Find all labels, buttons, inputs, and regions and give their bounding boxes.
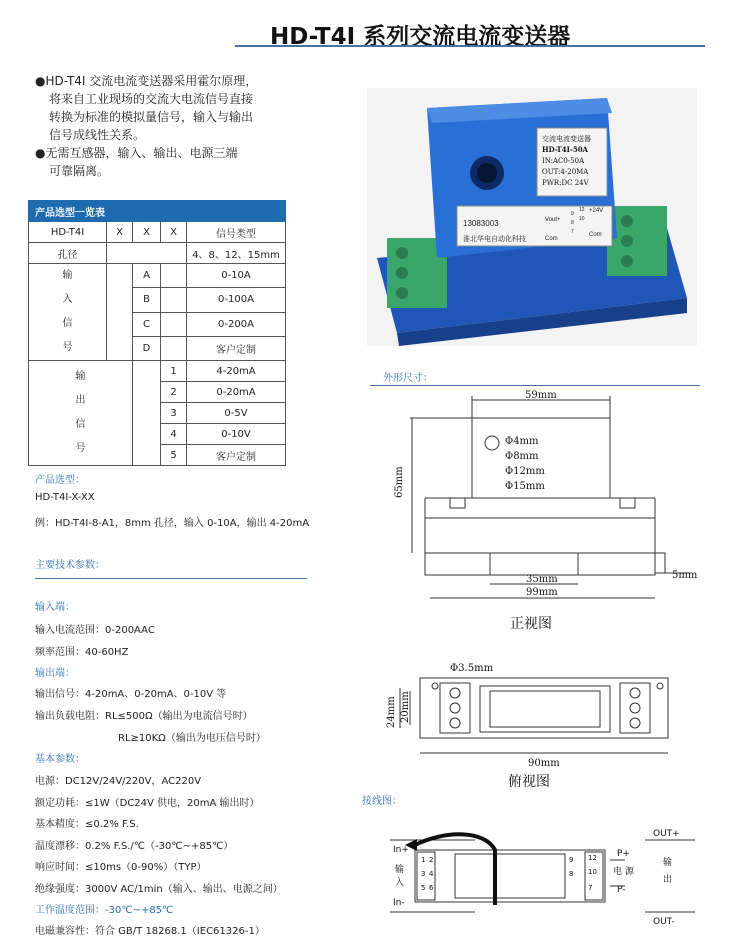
table-cell: 0-10V: [187, 424, 286, 445]
terminal-number: 6: [429, 884, 434, 892]
label-text: OUT:4-20MA: [542, 168, 589, 176]
terminal-number: 9: [569, 856, 574, 864]
table-cell: 3: [161, 403, 187, 424]
hole-label: Φ4mm: [505, 436, 539, 447]
wiring-label: In-: [393, 898, 405, 908]
terminal-number: 9: [571, 211, 574, 217]
table-cell: 4: [161, 424, 187, 445]
table-cell: C: [133, 312, 161, 336]
table-cell: 5: [161, 445, 187, 466]
input-range: 输入电流范围：0-200AAC: [35, 625, 155, 636]
label-text: PWR:DC 24V: [542, 179, 589, 187]
table-cell: HD-T4I: [29, 222, 107, 243]
power-spec: 电源：DC12V/24V/220V，AC220V: [35, 776, 202, 787]
table-cell: 客户定制: [187, 445, 286, 466]
table-cell: D: [133, 336, 161, 360]
terminal-number: 5: [421, 884, 426, 892]
wiring-label: P-: [617, 885, 626, 895]
output-heading: 输出端：: [35, 668, 75, 679]
table-cell: X: [161, 222, 187, 243]
table-cell: 0-100A: [187, 288, 286, 312]
input-signal-label: 输 入 信 号: [29, 264, 107, 361]
hole-label: Φ15mm: [505, 481, 545, 492]
terminal-number: 2: [429, 856, 434, 864]
basic-heading: 基本参数：: [35, 754, 85, 765]
intro-line: ●无需互感器，输入、输出、电源三端: [35, 146, 238, 160]
top-view-label: 俯视图: [508, 774, 550, 788]
terminal-number: 4: [429, 870, 434, 878]
table-cell: 1: [161, 361, 187, 382]
wiring-label: OUT-: [653, 917, 675, 927]
table-cell: 4、8、12、15mm: [187, 243, 286, 264]
label-text: HD-T4I-50A: [542, 145, 588, 154]
dim-label: 24mm: [386, 696, 397, 728]
divider: [35, 578, 307, 579]
terminal-number: 8: [571, 220, 574, 226]
wiring-label: 输: [395, 865, 405, 875]
page-title: HD-T4I 系列交流电流变送器: [270, 24, 571, 50]
label-text: IN:AC0-50A: [542, 157, 585, 165]
output-signal-label: 输 出 信 号: [29, 361, 133, 466]
hole-label: Φ8mm: [505, 451, 539, 462]
intro-line: 信号成线性关系。: [49, 128, 146, 142]
wiring-label: OUT+: [653, 829, 680, 839]
wiring-label: P+: [617, 849, 630, 859]
input-heading: 输入端：: [35, 602, 75, 613]
title-underline: [235, 45, 705, 47]
emc-spec: 电磁兼容性：符合 GB/T 18268.1（IEC61326-1）: [35, 926, 265, 937]
table-cell: B: [133, 288, 161, 312]
dim-label: 20mm: [400, 691, 411, 723]
terminal-number: 3: [421, 870, 426, 878]
terminal-number: 1: [421, 856, 426, 864]
terminal-label: Com: [545, 236, 558, 242]
selection-table: [28, 200, 286, 466]
freq-range: 频率范围：40-60HZ: [35, 647, 129, 658]
output-load: 输出负载电阻：RL≤500Ω（输出为电流信号时）: [35, 711, 253, 722]
table-cell: 0-20mA: [187, 382, 286, 403]
front-view-label: 正视图: [510, 616, 552, 632]
intro-line: 将来自工业现场的交流大电流信号直接: [49, 92, 254, 106]
drift-spec: 温度漂移：0.2% F.S./℃（-30℃~+85℃）: [35, 841, 234, 852]
table-cell: 0-10A: [187, 264, 286, 288]
terminal-number: 8: [569, 870, 574, 878]
terminal-number: 7: [571, 229, 574, 235]
terminal-number: 10: [588, 868, 597, 876]
dim-label: 35mm: [526, 574, 558, 585]
hole-label: Φ12mm: [505, 466, 545, 477]
output-signal: 输出信号：4-20mA、0-20mA、0-10V 等: [35, 689, 227, 700]
table-cell: 信号类型: [187, 222, 286, 243]
product-photo: [367, 88, 697, 346]
intro-text: [35, 72, 295, 180]
table-cell: 客户定制: [187, 336, 286, 360]
wiring-label: In+: [393, 845, 409, 855]
divider: [370, 385, 700, 386]
terminal-label: Com: [589, 232, 602, 238]
insulation-spec: 绝缘强度：3000V AC/1min（输入、输出、电源之间）: [35, 884, 283, 895]
dimension-drawings: [380, 388, 700, 788]
dim-label: 59mm: [525, 390, 557, 401]
wiring-label: 源: [625, 867, 635, 877]
intro-line: 转换为标准的模拟量信号，输入与输出: [49, 110, 254, 124]
accuracy-spec: 基本精度：≤0.2% F.S.: [35, 819, 139, 830]
dim-label: 5mm: [672, 570, 698, 581]
terminal-label: +24V: [589, 208, 604, 214]
wiring-label: 出: [663, 875, 673, 885]
dim-label: 90mm: [528, 758, 560, 769]
selection-heading: 产品选型：: [35, 475, 85, 486]
table-cell: X: [107, 222, 133, 243]
selection-example: 例：HD-T4I-8-A1，8mm 孔径，输入 0-10A，输出 4-20mA: [35, 518, 310, 529]
selection-format: HD-T4I-X-XX: [35, 492, 95, 503]
response-spec: 响应时间：≤10ms（0-90%）（TYP）: [35, 862, 207, 873]
table-cell: 0-5V: [187, 403, 286, 424]
table-cell: 0-200A: [187, 312, 286, 336]
table-cell: A: [133, 264, 161, 288]
dim-label: Φ3.5mm: [450, 663, 494, 674]
dim-label: 99mm: [526, 587, 558, 598]
wiring-label: 电: [613, 867, 623, 877]
consumption-spec: 额定功耗：≤1W（DC24V 供电，20mA 输出时）: [35, 798, 260, 809]
wiring-heading: 接线图：: [362, 796, 402, 807]
terminal-number: 12: [588, 854, 597, 862]
table-cell: 2: [161, 382, 187, 403]
tech-heading: 主要技术参数：: [35, 560, 105, 571]
table-header: 产品选型一览表: [29, 201, 286, 222]
intro-line: ●HD-T4I 交流电流变送器采用霍尔原理，: [35, 74, 258, 88]
dims-heading: 外形尺寸：: [383, 373, 433, 384]
terminal-number: 12: [579, 207, 585, 213]
temp-spec: 工作温度范围：-30℃~+85℃: [35, 905, 174, 916]
label-text: 交流电流变送器: [542, 135, 591, 143]
terminal-label: Vout+: [545, 217, 561, 223]
wiring-label: 入: [395, 878, 405, 888]
table-cell: [107, 243, 187, 264]
terminal-number: 10: [579, 216, 585, 222]
output-load-voltage: RL≥10KΩ（输出为电压信号时）: [118, 733, 266, 744]
table-cell: 4-20mA: [187, 361, 286, 382]
intro-line: 可靠隔离。: [49, 164, 110, 178]
company-name: 淮北华电自动化科技: [463, 235, 526, 243]
serial-number: 13083003: [463, 219, 499, 228]
wiring-label: 输: [663, 858, 673, 868]
terminal-number: 7: [588, 884, 593, 892]
table-cell: 孔径: [29, 243, 107, 264]
dim-label: 65mm: [394, 466, 405, 498]
wiring-diagram: [385, 820, 705, 930]
table-cell: X: [133, 222, 161, 243]
